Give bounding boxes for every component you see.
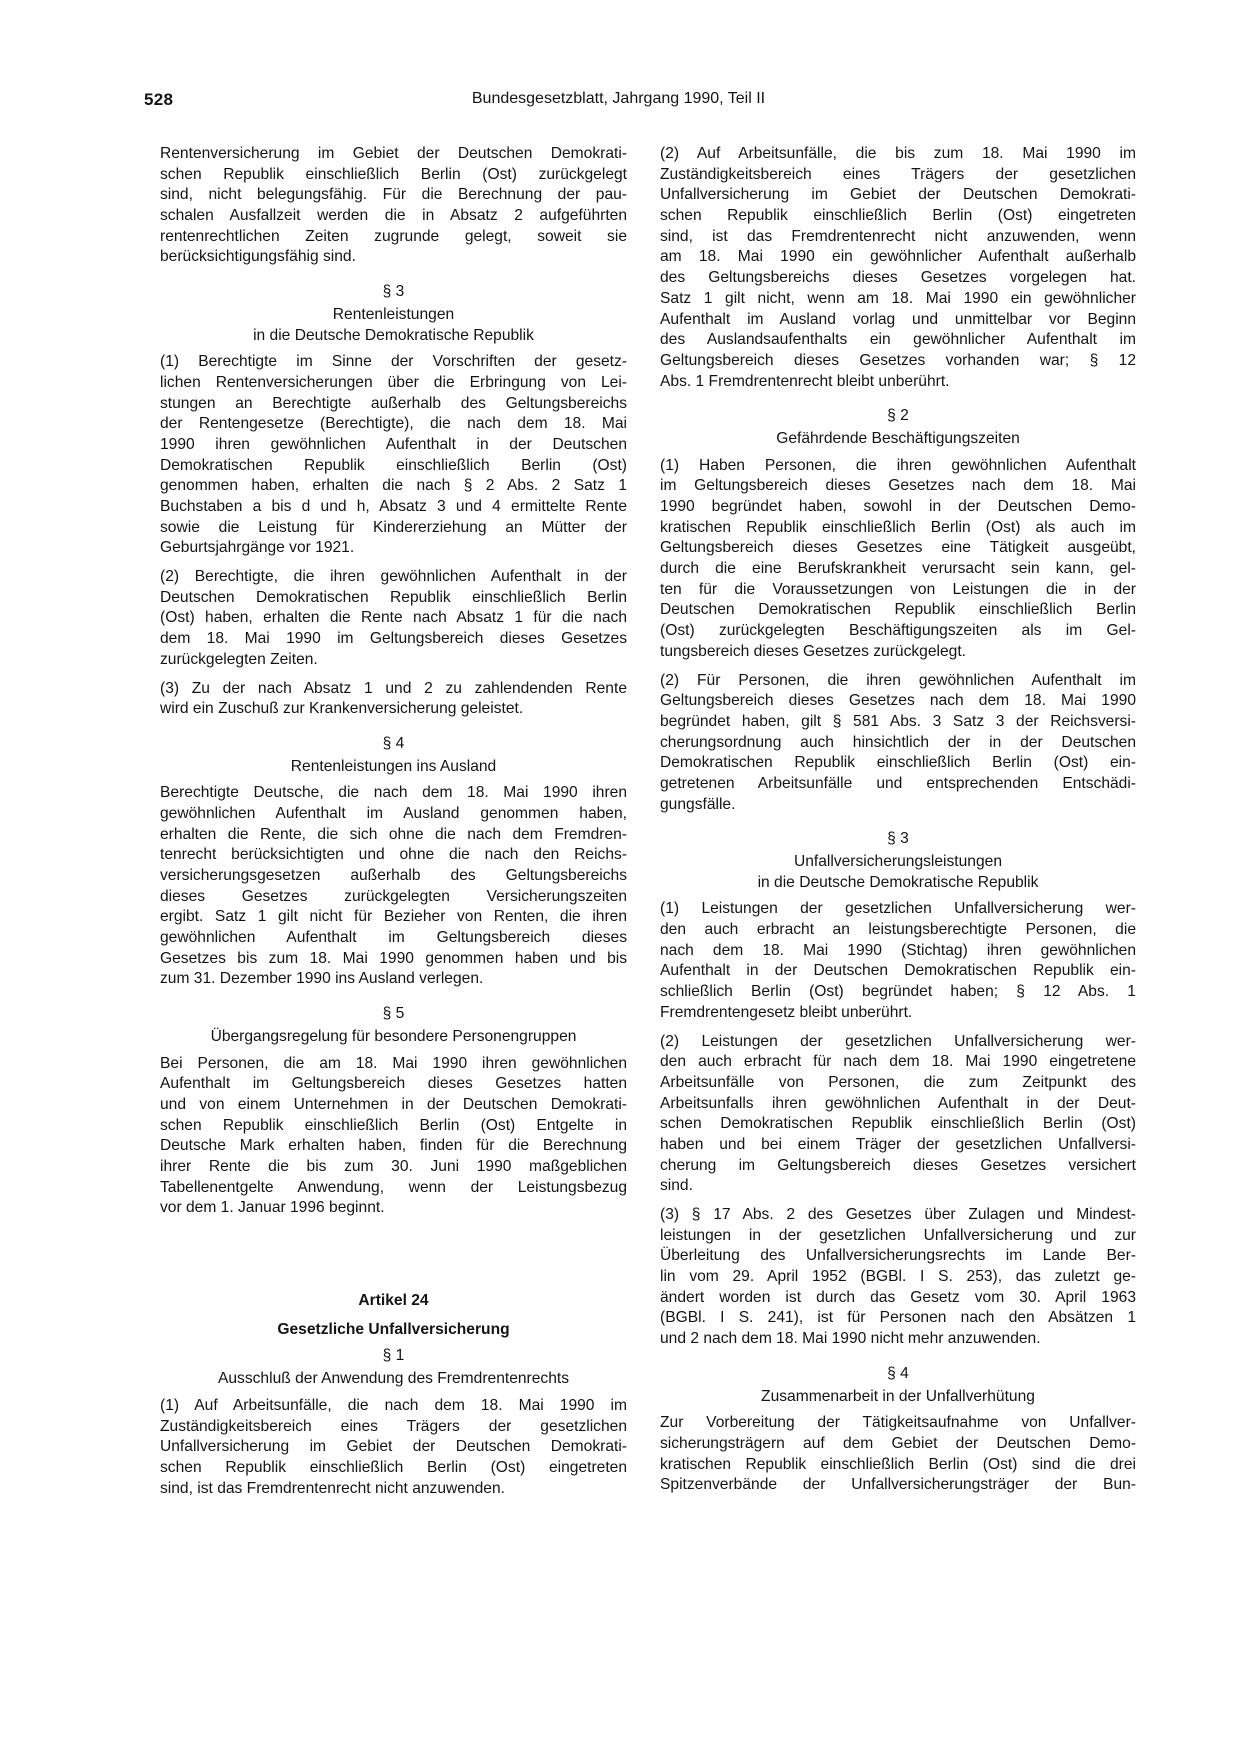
text-line: gungsfälle. — [660, 795, 736, 813]
text-line: Aufenthalt in der Deutschen Demokratischen Republik ein- — [660, 962, 1136, 980]
text-line: haben und bei einem Träger der gesetzlichen Unfallversi- — [660, 1135, 1136, 1153]
text-line: sowie die Leistung für Kindererziehung an Mütter der — [160, 518, 627, 536]
section-paragraph — [160, 1396, 627, 1499]
text-line: und 2 nach dem 18. Mai 1990 nicht mehr anzuwenden. — [660, 1330, 1041, 1348]
text-line: schließlich Berlin (Ost) begründet haben; § 12 Abs. 1 — [660, 983, 1136, 1001]
section-paragraph — [160, 783, 627, 990]
text-line: Übergangsregelung für besondere Personengruppen — [210, 1027, 577, 1045]
text-line: ihrer Rente die bis zum 30. Juni 1990 maßgeblichen — [160, 1157, 627, 1175]
text-line: Gefährdende Beschäftigungszeiten — [776, 429, 1020, 447]
text-line: Zur Vorbereitung der Tätigkeitsaufnahme von Unfallver- — [660, 1414, 1136, 1432]
text-line: gewöhnlichen Aufenthalt im Geltungsbereich dieses — [160, 929, 627, 947]
text-line: in die Deutsche Demokratische Republik — [757, 873, 1039, 891]
section-paragraph — [160, 1054, 627, 1220]
text-line: Deutsche Mark erhalten haben, finden für die Berechnung — [160, 1137, 627, 1155]
section-paragraph — [160, 679, 627, 720]
section-title — [160, 757, 627, 778]
text-line: rentenrechtlichen Zeiten zugrunde gelegt, soweit sie — [160, 227, 627, 245]
text-line: Arbeitsunfalls ihren gewöhnlichen Aufenthalt in der Deut- — [660, 1094, 1136, 1112]
section-paragraph — [660, 1413, 1136, 1496]
text-line: Zuständigkeitsbereich eines Trägers der gesetzlichen — [660, 165, 1136, 183]
section-title — [660, 852, 1136, 893]
text-line: den auch erbracht an leistungsberechtigte Personen, die — [660, 921, 1136, 939]
section-title — [160, 1369, 627, 1390]
text-line: dieses Gesetzes zurückgelegten Versicherungszeiten — [160, 887, 627, 905]
text-line: (2) Berechtigte, die ihren gewöhnlichen Aufenthalt in der — [160, 568, 627, 586]
text-line: Spitzenverbände der Unfallversicherungsträger der Bun- — [660, 1476, 1136, 1494]
text-line: und von einem Unternehmen in der Deutschen Demokrati- — [160, 1095, 627, 1113]
text-line: schen Republik einschließlich Berlin (Ost) zurückgelegt — [160, 165, 627, 183]
text-line: sind, ist das Fremdrentenrecht nicht anzuwenden, wenn — [660, 227, 1136, 245]
text-line: Ausschluß der Anwendung des Fremdrentenrechts — [217, 1370, 570, 1388]
text-line: begründet haben, gilt § 581 Abs. 3 Satz 3 der Reichsversi- — [660, 712, 1136, 730]
text-line: lin vom 29. April 1952 (BGBl. I S. 253), das zuletzt ge- — [660, 1268, 1136, 1286]
text-line: (2) Für Personen, die ihren gewöhnlichen Aufenthalt im — [660, 671, 1136, 689]
text-line: kratischen Republik einschließlich Berlin (Ost) als auch im — [660, 518, 1136, 536]
text-line: der Rentengesetze (Berechtigte), die nach dem 18. Mai — [160, 415, 627, 433]
text-line: am 18. Mai 1990 ein gewöhnlicher Aufenthalt außerhalb — [660, 248, 1136, 266]
page-number: 528 — [144, 90, 174, 109]
text-line: kratischen Republik einschließlich Berlin (Ost) sind die drei — [660, 1455, 1136, 1473]
section-number: § 4 — [887, 1364, 909, 1382]
text-line: stungen an Berechtigte außerhalb des Geltungsbereichs — [160, 394, 627, 412]
text-line: (1) Auf Arbeitsunfälle, die nach dem 18. Mai 1990 im — [160, 1396, 627, 1414]
text-line: im Geltungsbereich dieses Gesetzes nach dem 18. Mai — [660, 477, 1136, 495]
section-paragraph — [660, 456, 1136, 663]
text-line: durch die eine Berufskrankheit verursacht sein kann, gel- — [660, 560, 1136, 578]
text-line: cherungsordnung auch hinsichtlich der in der Deutschen — [660, 733, 1136, 751]
text-line: des Geltungsbereichs dieses Gesetzes vorgelegen hat. — [660, 269, 1136, 287]
text-line: den auch erbracht für nach dem 18. Mai 1990 eingetretene — [660, 1053, 1136, 1071]
text-line: Zuständigkeitsbereich eines Trägers der gesetzlichen — [160, 1417, 627, 1435]
text-line: (3) Zu der nach Absatz 1 und 2 zu zahlendenden Rente — [160, 679, 627, 697]
text-line: versicherungsgesetzen außerhalb des Geltungsbereichs — [160, 867, 627, 885]
text-line: Rentenversicherung im Gebiet der Deutschen Demokrati- — [160, 145, 627, 162]
section-number: § 3 — [887, 830, 909, 848]
text-line: (Ost) haben, erhalten die Rente nach Absatz 1 für die nach — [160, 609, 627, 627]
text-line: wird ein Zuschuß zur Krankenversicherung geleistet. — [160, 700, 524, 718]
text-line: (1) Berechtigte im Sinne der Vorschriften der gesetz- — [160, 353, 627, 371]
text-line: Deutschen Demokratischen Republik einschließlich Berlin — [160, 588, 627, 606]
text-line: ten für die Voraussetzungen von Leistungen die in der — [660, 580, 1136, 598]
text-line: Satz 1 gilt nicht, wenn am 18. Mai 1990 ein gewöhnlicher — [660, 289, 1136, 307]
text-line: schen Republik einschließlich Berlin (Ost) eingetreten — [160, 1458, 627, 1476]
text-line: (3) § 17 Abs. 2 des Gesetzes über Zulagen und Mindest- — [660, 1206, 1136, 1224]
text-line: schalen Ausfallzeit werden die in Absatz 2 aufgeführten — [160, 207, 627, 225]
text-line: tungsbereich dieses Gesetzes zurückgelegt. — [660, 642, 966, 660]
text-line: (1) Leistungen der gesetzlichen Unfallversicherung wer- — [660, 900, 1136, 918]
text-line: Gesetzes bis zum 18. Mai 1990 genommen haben und bis — [160, 949, 627, 967]
section-title — [160, 1027, 627, 1048]
text-line: (Ost) zurückgelegten Beschäftigungszeiten als im Gel- — [660, 622, 1136, 640]
left-intro-paragraph — [160, 144, 627, 268]
text-line: gewöhnlichen Aufenthalt im Ausland genommen haben, — [160, 804, 627, 822]
text-line: vor dem 1. Januar 1996 beginnt. — [160, 1199, 385, 1217]
section-paragraph — [660, 1032, 1136, 1198]
section-paragraph — [660, 671, 1136, 816]
section-paragraph — [660, 899, 1136, 1023]
text-line: schen Republik einschließlich Berlin (Ost) eingetreten — [660, 207, 1136, 225]
section-number: § 3 — [382, 283, 405, 301]
text-line: Demokratischen Republik einschließlich Berlin (Ost) ein- — [660, 754, 1136, 772]
text-line: Fremdrentengesetz bleibt unberührt. — [660, 1003, 913, 1021]
text-line: Demokratischen Republik einschließlich Berlin (Ost) — [160, 456, 627, 474]
text-line: Abs. 1 Fremdrentenrecht bleibt unberührt. — [660, 372, 950, 390]
text-line: sind, ist das Fremdrentenrecht nicht anzuwenden. — [160, 1479, 505, 1497]
text-line: (BGBl. I S. 241), ist für Personen nach den Absätzen 1 — [660, 1309, 1136, 1327]
text-line: (2) Auf Arbeitsunfälle, die bis zum 18. Mai 1990 im — [660, 145, 1136, 162]
text-line: lichen Rentenversicherungen über die Erbringung von Lei- — [160, 373, 627, 391]
section-title — [660, 1387, 1136, 1408]
text-line: Deutschen Demokratischen Republik einschließlich Berlin — [660, 601, 1136, 619]
text-line: Geltungsbereich dieses Gesetzes nach dem 18. Mai 1990 — [660, 692, 1136, 710]
text-line: schen Demokratischen Republik einschließlich Berlin (Ost) — [660, 1115, 1136, 1133]
text-line: Geltungsbereich dieses Gesetzes eine Tätigkeit ausgeübt, — [660, 539, 1136, 557]
section-number: § 5 — [382, 1005, 405, 1023]
text-line: Unfallversicherungsleistungen — [793, 853, 1003, 871]
text-line: zum 31. Dezember 1990 ins Ausland verlegen. — [160, 970, 484, 988]
text-line: dem 18. Mai 1990 im Geltungsbereich dieses Gesetzes — [160, 630, 627, 648]
text-line: Rentenleistungen — [332, 305, 455, 323]
section-number: § 1 — [382, 1347, 405, 1365]
section-title — [160, 305, 627, 346]
text-line: Geburtsjahrgänge vor 1921. — [160, 539, 355, 557]
text-line: sind. — [660, 1177, 693, 1195]
text-line: sicherungsträgern auf dem Gebiet der Deutschen Demo- — [660, 1434, 1136, 1452]
text-line: erhalten die Rente, die sich ohne die nach dem Fremdren- — [160, 825, 627, 843]
section-title — [660, 429, 1136, 450]
text-line: Buchstaben a bis d und h, Absatz 3 und 4 ermittelte Rente — [160, 498, 627, 516]
section-number: § 2 — [887, 407, 909, 425]
article-title: Gesetzliche Unfallversicherung — [277, 1320, 510, 1338]
text-line: Geltungsbereich dieses Gesetzes vorhanden war; § 12 — [660, 351, 1136, 369]
text-line: sind, nicht belegungsfähig. Für die Berechnung der pau- — [160, 186, 627, 204]
section-paragraph — [160, 352, 627, 559]
text-line: Rentenleistungen ins Ausland — [290, 757, 497, 775]
text-line: Tabellenentgelte Anwendung, wenn der Leistungsbezug — [160, 1178, 627, 1196]
running-head: Bundesgesetzblatt, Jahrgang 1990, Teil II — [471, 90, 766, 107]
text-line: Überleitung des Unfallversicherungsrechts im Lande Ber- — [660, 1247, 1136, 1265]
text-line: getretenen Arbeitsunfälle und entsprechenden Entschädi- — [660, 774, 1136, 792]
text-line: in die Deutsche Demokratische Republik — [253, 326, 534, 344]
section-number: § 4 — [382, 734, 405, 752]
text-line: berücksichtigungsfähig sind. — [160, 248, 356, 266]
text-line: 1990 begründet haben, sowohl in der Deutschen Demo- — [660, 498, 1136, 516]
text-line: Unfallversicherung im Gebiet der Deutschen Demokrati- — [660, 186, 1136, 204]
left-column — [160, 144, 627, 1507]
text-line: schen Republik einschließlich Berlin (Ost) Entgelte in — [160, 1116, 627, 1134]
text-line: ergibt. Satz 1 gilt nicht für Bezieher von Renten, die ihren — [160, 908, 627, 926]
text-line: Aufenthalt im Geltungsbereich dieses Gesetzes hatten — [160, 1075, 627, 1093]
section-paragraph — [160, 567, 627, 670]
text-line: des Auslandsaufenthalts ein gewöhnlicher Aufenthalt im — [660, 331, 1136, 349]
text-line: Zusammenarbeit in der Unfallverhütung — [761, 1387, 1035, 1405]
text-line: nach dem 18. Mai 1990 (Stichtag) ihren gewöhnlichen — [660, 941, 1136, 959]
text-line: 1990 ihren gewöhnlichen Aufenthalt in der Deutschen — [160, 435, 627, 453]
section-paragraph — [660, 1205, 1136, 1350]
text-line: Bei Personen, die am 18. Mai 1990 ihren gewöhnlichen — [160, 1054, 627, 1072]
text-line: Unfallversicherung im Gebiet der Deutschen Demokrati- — [160, 1438, 627, 1456]
text-line: genommen haben, erhalten die nach § 2 Abs. 2 Satz 1 — [160, 477, 627, 495]
text-line: tenrecht berücksichtigten und ohne die nach den Reichs- — [160, 846, 627, 864]
text-line: (1) Haben Personen, die ihren gewöhnlichen Aufenthalt — [660, 456, 1136, 474]
text-line: zurückgelegten Zeiten. — [160, 650, 318, 668]
text-line: cherung im Geltungsbereich dieses Gesetzes versichert — [660, 1156, 1136, 1174]
text-line: leistungen in der gesetzlichen Unfallversicherung und zur — [660, 1226, 1136, 1244]
article-number: Artikel 24 — [358, 1292, 429, 1310]
right-intro-paragraph — [660, 144, 1136, 392]
text-line: (2) Leistungen der gesetzlichen Unfallversicherung wer- — [660, 1032, 1136, 1050]
right-column — [660, 144, 1136, 1504]
text-line: Berechtigte Deutsche, die nach dem 18. Mai 1990 ihren — [160, 784, 627, 802]
text-line: ändert worden ist durch das Gesetz vom 30. April 1963 — [660, 1288, 1136, 1306]
text-line: Aufenthalt im Ausland vorlag und unmittelbar vor Beginn — [660, 310, 1136, 328]
text-line: Arbeitsunfälle von Personen, die zum Zeitpunkt des — [660, 1073, 1136, 1091]
